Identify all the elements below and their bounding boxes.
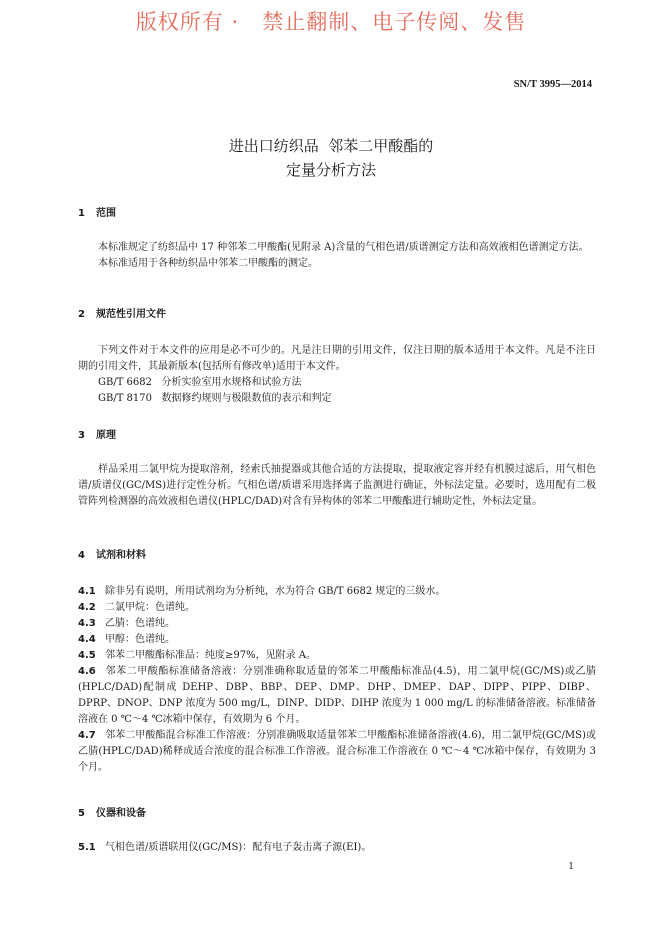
clause (78, 664, 596, 728)
clause-text: 邻苯二甲酸酯标准储备溶液：分别准确称取适量的邻苯二甲酸酯标准品(4.5)，用二氯甲烷(GC/MS)或乙腈(HPLC/DAD)配制成 DEHP、DBP、BBP、DEP、DMP、DHP、DMEP、DAP、DIPP、PIPP、DIBP、DPRP、DNOP、DNP 浓度为 500 mg/L，DINP、DIDP、DIHP 浓度为 1 000 mg/L 的标准储备溶液。标准储备溶液在 0 ℃～4 ℃冰箱中保存，有效期为 6 个月。 (78, 666, 596, 725)
clause (78, 728, 596, 776)
clause-text: 二氯甲烷：色谱纯。 (105, 602, 195, 613)
section-number: 3 (78, 430, 85, 441)
clause-number: 4.7 (78, 730, 96, 741)
section-title: 原理 (96, 430, 116, 441)
paragraph: 本标准适用于各种纺织品中邻苯二甲酸酯的测定。 (98, 258, 318, 269)
clause (78, 840, 596, 856)
clause (78, 616, 596, 632)
clause-number: 4.6 (78, 666, 96, 677)
clause (78, 600, 596, 616)
clause-number: 4.3 (78, 618, 96, 629)
clause-number: 4.2 (78, 602, 96, 613)
section-title: 试剂和材料 (96, 550, 146, 561)
standard-code: SN/T 3995—2014 (513, 79, 592, 90)
title-line-1: 进出口纺织品 邻苯二甲酸酯的 (228, 137, 434, 155)
title-line-2: 定量分析方法 (285, 161, 376, 179)
clause-text: 邻苯二甲酸酯混合标准工作溶液：分别准确吸取适量邻苯二甲酸酯标准储备溶液(4.6)，用二氯甲烷(GC/MS)或乙腈(HPLC/DAD)稀释成适合浓度的混合标准工作溶液。混合标准工作溶液在 0 ℃～4 ℃冰箱中保存，有效期为 3 个月。 (78, 730, 596, 773)
section-principle (78, 428, 596, 510)
reference-item: GB/T 6682 分析实验室用水规格和试验方法 (98, 377, 302, 388)
clause-number: 5.1 (78, 842, 96, 853)
page-number: 1 (568, 862, 574, 872)
section-heading (78, 206, 596, 222)
paragraph: 下列文件对于本文件的应用是必不可少的。凡是注日期的引用文件，仅注日期的版本适用于本文件。凡是不注日期的引用文件，其最新版本(包括所有修改单)适用于本文件。 (78, 345, 596, 372)
section-scope (78, 206, 596, 272)
paragraph: 本标准规定了纺织品中 17 种邻苯二甲酸酯(见附录 A)含量的气相色谱/质谱测定方法和高效液相色谱测定方法。 (98, 242, 589, 253)
clause-number: 4.4 (78, 634, 96, 645)
section-title: 仪器和设备 (96, 808, 146, 819)
section-apparatus (78, 806, 596, 856)
clause-text: 邻苯二甲酸酯标准品：纯度≥97%，见附录 A。 (105, 650, 317, 661)
clause-number: 4.5 (78, 650, 96, 661)
clause-text: 乙腈：色谱纯。 (105, 618, 175, 629)
reference-item: GB/T 8170 数据修约规则与极限数值的表示和判定 (98, 393, 332, 404)
clause-text: 除非另有说明，所用试剂均为分析纯，水为符合 GB/T 6682 规定的三级水。 (105, 586, 446, 597)
section-normative-references (78, 307, 596, 407)
watermark-banner: 版权所有 · 禁止翻制、电子传阅、发售 (135, 10, 527, 34)
clause-text: 气相色谱/质谱联用仪(GC/MS)：配有电子轰击离子源(EI)。 (105, 842, 372, 853)
paragraph: 样品采用二氯甲烷为提取溶剂，经索氏抽提器或其他合适的方法提取，提取液定容并经有机膜过滤后，用气相色谱/质谱仪(GC/MS)进行定性分析。气相色谱/质谱采用选择离子监测进行确证，外标法定量。必要时，选用配有二极管阵列检测器的高效液相色谱仪(HPLC/DAD)对含有异构体的邻苯二甲酸酯进行辅助定性，外标法定量。 (78, 464, 596, 507)
clause-number: 4.1 (78, 586, 96, 597)
section-number: 1 (78, 208, 85, 219)
clause-text: 甲醇：色谱纯。 (105, 634, 175, 645)
clause (78, 648, 596, 664)
clause (78, 632, 596, 648)
section-heading (78, 428, 596, 444)
section-heading (78, 548, 596, 564)
section-number: 4 (78, 550, 85, 561)
section-title: 范围 (96, 208, 116, 219)
section-reagents (78, 548, 596, 776)
clause (78, 584, 596, 600)
section-number: 2 (78, 309, 85, 320)
section-heading (78, 806, 596, 822)
section-number: 5 (78, 808, 85, 819)
section-title: 规范性引用文件 (96, 309, 166, 320)
document-title (0, 134, 662, 182)
section-heading (78, 307, 596, 323)
